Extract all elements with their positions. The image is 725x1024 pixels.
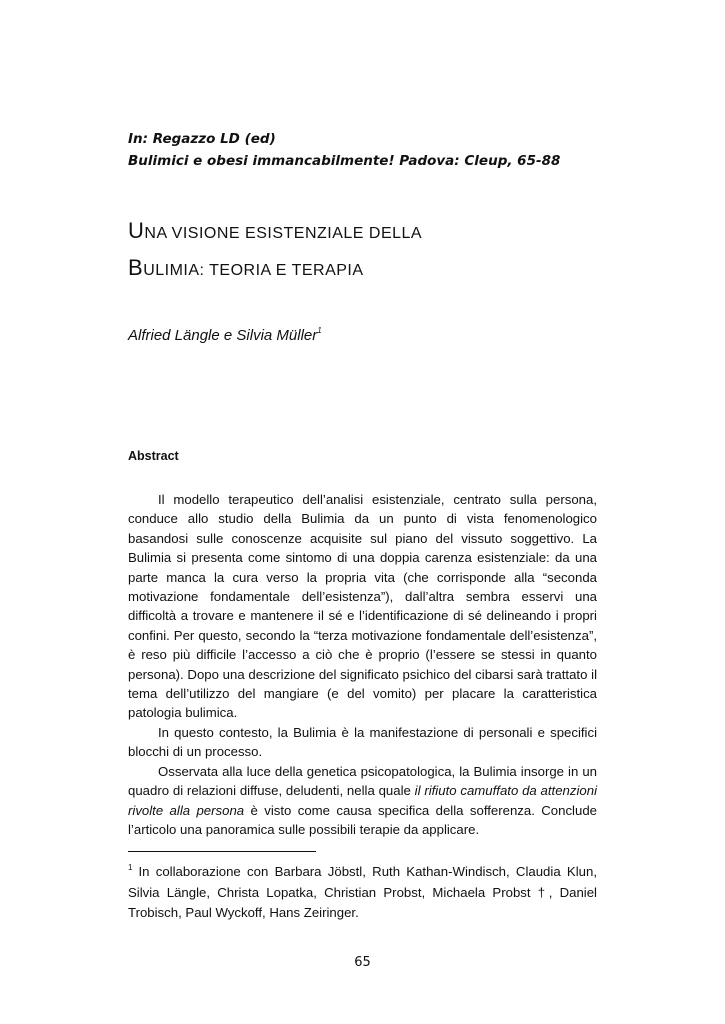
abstract-paragraph-1: Il modello terapeutico dell’analisi esistenziale, centrato sulla persona, conduce allo studio della Bulimia da un punto di vista fenomenologico basandosi sulle conoscenze acquisite sul piano del vissuto soggettivo. La Bulimia si presenta come sintomo di una doppia carenza esistenziale: da una parte manca la cura verso la propria vita (che corrisponde alla “seconda motivazione fondamentale dell’esistenza”), dall’altra sembra esservi una difficoltà a trovare e mantenere il sé e l’identificazione di sé delineando i propri confini. Per questo, secondo la “terza motivazione fondamentale dell’esistenza”, è reso più difficile l’accesso a ciò che è proprio (l’essere se stessi in quanto persona). Dopo una descrizione del significato psichico del cibarsi sarà trattato il tema dell’utilizzo del mangiare (e del vomito) per placare la caratteristica patologia bulimica.	[128, 492, 597, 721]
citation-editor: In: Regazzo LD (ed)	[128, 131, 276, 147]
abstract-p3-text-after: è visto come causa specifica della sofferenza. Concludе l’articolo una panoramica sulle possibili terapie da applicare.	[128, 802, 597, 837]
title-line-2	[128, 251, 422, 288]
footnote-marker: 1	[128, 863, 133, 872]
page-number: 65	[354, 955, 371, 970]
title-line-1-initial: U	[128, 218, 145, 243]
title-line-2-initial: B	[128, 255, 144, 280]
paper-title	[128, 214, 422, 288]
citation-block	[128, 128, 560, 172]
title-line-1	[128, 214, 422, 251]
footnote-text: In collaborazione con Barbara Jöbstl, Ruth Kathan-Windisch, Claudia Klun, Silvia Längle, Christa Lopatka, Christian Probst, Michaela Probst †, Daniel Trobisch, Paul Wyckoff, Hans Zeiringer.	[128, 864, 597, 920]
author-names: Alfried Längle e Silvia Müller	[128, 327, 318, 344]
abstract-paragraph-2: In questo contesto, la Bulimia è la manifestazione di personali e specifici blocchi di un processo.	[128, 724, 597, 760]
abstract-body	[128, 490, 597, 839]
abstract-heading: Abstract	[128, 449, 179, 463]
author-footnote-marker: 1	[317, 326, 322, 335]
footnote	[128, 858, 597, 924]
title-line-1-rest: NA VISIONE ESISTENZIALE DELLA	[144, 225, 423, 242]
authors-line	[128, 326, 322, 344]
footnote-separator	[128, 851, 316, 852]
title-line-2-rest: ULIMIA: TEORIA E TERAPIA	[143, 262, 364, 279]
abstract-paragraph-3	[128, 762, 597, 840]
citation-book: Bulimici e obesi immancabilmente! Padova: Cleup, 65-88	[128, 153, 561, 169]
abstract-p3-italic: il rifiuto camuffato da attenzioni rivolte alla persona	[128, 783, 597, 818]
abstract-p3-text-before: Osservata alla luce della genetica psicopatologica, la Bulimia insorge in un quadro di relazioni diffuse, deludenti, nella quale	[128, 763, 597, 799]
